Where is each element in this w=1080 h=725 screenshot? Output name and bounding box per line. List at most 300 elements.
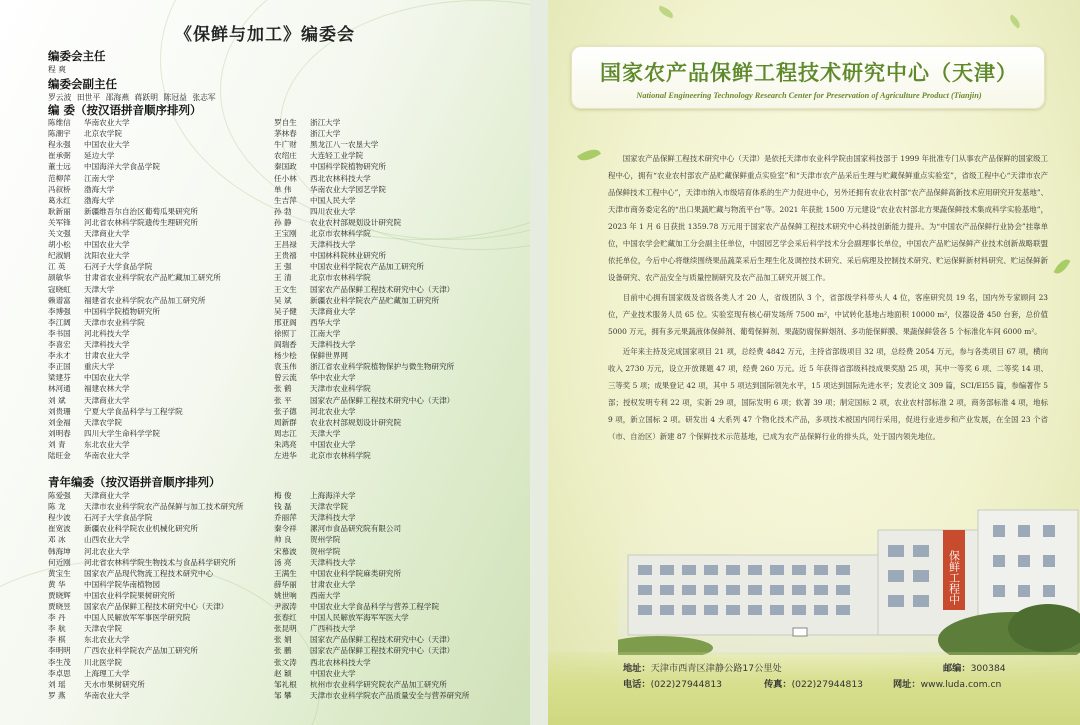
editor-row [274,206,356,217]
editor-name: 王宝刚 [274,229,297,238]
editor-row [274,512,356,523]
editor-name: 帅 良 [274,535,292,545]
editor-name: 冯叙桥 [48,184,71,194]
editor-affiliation: 甘肃省农业科学院农产品贮藏加工研究所 [84,273,221,283]
editor-row [274,546,340,557]
editor-affiliation: 浙江大学 [310,129,341,139]
editor-name: 李正国 [48,362,71,372]
editor-affiliation: 中国农业科学院麻类研究所 [310,568,402,578]
editor-row [48,195,114,206]
editor-affiliation: 延边大学 [84,151,115,161]
web-value: www.luda.com.cn [920,679,1002,690]
editor-row [274,350,348,361]
editor-row [274,217,401,228]
editor-affiliation: 天津商业大学 [310,306,356,316]
editor-affiliation: 天津商业大学 [84,395,130,405]
editor-row [274,690,469,701]
editor-name: 生吉萍 [274,195,297,205]
left-page [0,0,530,725]
editor-affiliation: 国家农产品保鲜工程技术研究中心（天津） [310,284,455,294]
building-sign-text: 保鲜工程中 [947,550,961,605]
editor-row [274,428,340,439]
center-title-box [571,46,1045,109]
editor-affiliation: 石河子大学食品学院 [84,262,153,272]
editor-row [48,117,130,128]
editor-row [48,557,236,568]
editor-name: 张春红 [274,613,297,623]
editor-name: 罗 燕 [48,690,66,700]
editor-name: 任小林 [274,173,297,183]
editor-name: 李江阔 [48,317,71,327]
editor-affiliation: 上海海洋大学 [310,491,356,500]
editor-name: 邓 冰 [48,535,66,545]
editor-name: 邹礼根 [274,679,297,689]
editor-row [48,184,114,195]
editor-name: 刘金福 [48,417,71,427]
editor-row [274,679,447,690]
editor-name: 罗自生 [274,118,297,127]
editor-row [48,284,114,295]
editor-name: 耿新丽 [48,206,71,216]
editor-row [274,534,340,545]
editor-name: 李 棋 [48,635,66,645]
editor-affiliation: 北京市农林科学院 [310,273,371,283]
editor-name: 周志江 [274,428,297,438]
editor-name: 程少波 [48,513,71,523]
editor-row [48,295,206,306]
editor-name: 孙 静 [274,217,292,227]
editor-affiliation: 天津市农业科学院农产品质量安全与营养研究所 [310,690,470,700]
editor-row [48,339,130,350]
editor-row [48,250,130,261]
editor-affiliation: 华中农业大学 [310,373,356,383]
editor-row [48,450,130,461]
editor-affiliation: 杭州市农业科学研究院农产品加工研究所 [310,679,447,689]
editor-name: 刘 瑶 [48,679,66,689]
editor-name: 黄 华 [48,579,66,589]
editor-row [274,372,356,383]
editor-affiliation: 中国海洋大学食品学院 [84,162,160,172]
editor-row [48,490,130,501]
editor-affiliation: 农业农村部规划设计研究院 [310,217,402,227]
editor-name: 李 航 [48,624,66,634]
editor-name: 寇晓虹 [48,284,71,294]
editor-name: 单 伟 [274,184,292,194]
editor-affiliation: 重庆大学 [84,362,115,372]
editor-affiliation: 宁夏大学食品科学与工程学院 [84,406,183,416]
editor-name: 薛华丽 [274,579,297,589]
editor-affiliation: 天津农学院 [310,502,348,512]
editor-row [48,239,130,250]
editor-affiliation: 中国科学院华南植物园 [84,579,160,589]
editor-affiliation: 渤海大学 [84,195,115,205]
postcode-value: 300384 [970,663,1006,674]
editor-row [274,634,454,645]
editor-row [274,173,371,184]
editor-affiliation: 沈阳农业大学 [84,251,130,261]
building-photo [618,500,1080,655]
editor-row [48,534,130,545]
editor-affiliation: 广西科技大学 [310,624,356,634]
editor-row [274,450,371,461]
editor-name: 邹 攀 [274,690,292,700]
editor-affiliation: 保鲜世界网 [310,351,348,361]
editor-row [48,634,130,645]
editor-affiliation: 四川大学生命科学学院 [84,428,160,438]
editor-name: 秦国政 [274,162,297,172]
editor-affiliation: 国家农产品保鲜工程技术研究中心（天津） [310,635,455,645]
editor-name: 李卓思 [48,668,71,678]
editor-name: 贾晓昱 [48,602,71,611]
editor-affiliation: 中国林科院林业研究所 [310,251,386,261]
editor-name: 刘贵珊 [48,406,71,416]
deputy-names: 罗云波 田世平 邵海燕 蒋跃明 陈冠益 张志军 [48,93,216,102]
editor-affiliation: 浙江大学 [310,118,341,127]
editor-row [274,328,340,339]
editor-name: 程永强 [48,140,71,150]
editor-name: 张子德 [274,406,297,416]
editor-affiliation: 黑龙江八一农垦大学 [310,140,379,150]
editor-affiliation: 天水市果树研究所 [84,679,145,689]
leaf-decoration [657,6,675,19]
editor-name: 赖谱富 [48,295,71,305]
editor-name: 赵 颖 [274,668,292,678]
editor-affiliation: 贺州学院 [310,535,341,545]
editor-name: 姚世响 [274,590,297,600]
editorial-board-title: 《保鲜与加工》编委会 [175,25,355,45]
editor-affiliation: 中国农业大学 [84,373,130,383]
editor-name: 何近刚 [48,557,71,567]
editor-row [48,406,183,417]
editor-row [274,439,356,450]
editor-row [274,417,401,428]
editor-name: 关文强 [48,229,71,238]
editor-affiliation: 国家农产品现代物流工程技术研究中心 [84,568,214,578]
editor-affiliation: 中国农业科学院农产品加工研究所 [310,262,424,272]
editor-affiliation: 浙江省农业科学院植物保护与微生物研究所 [310,362,455,372]
editor-affiliation: 天津商业大学 [84,229,130,238]
editor-row [274,239,356,250]
editor-name: 张 鹏 [274,646,292,656]
editor-row [48,612,190,623]
editor-affiliation: 天津科技大学 [310,340,356,349]
editor-name: 牛广财 [274,140,297,150]
editor-row [274,645,454,656]
editor-affiliation: 江南大学 [310,328,341,338]
tel-line: 电话：(022)27944813 [623,679,723,690]
center-title-zh: 国家农产品保鲜工程技术研究中心（天津） [600,61,1018,85]
editor-row [48,272,221,283]
editor-row [48,512,152,523]
editor-name: 林河通 [48,384,71,394]
editor-affiliation: 福建农林大学 [84,384,130,394]
editor-affiliation: 西北农林科技大学 [310,657,371,667]
editor-row [48,173,114,184]
editor-affiliation: 石河子大学食品学院 [84,513,153,523]
editor-row [48,317,145,328]
editor-affiliation: 中国农业大学 [84,240,130,250]
editor-row [48,139,130,150]
editor-affiliation: 甘肃农业大学 [84,351,130,361]
editor-affiliation: 漯河市食品研究院有限公司 [310,524,402,534]
tel-value: (022)27944813 [650,679,723,690]
editor-row [274,139,378,150]
editor-name: 李明明 [48,646,71,656]
editor-name: 王满生 [274,568,297,578]
editor-affiliation: 新疆农业科学院农产品贮藏加工研究所 [310,295,440,305]
editor-row [48,328,130,339]
editor-affiliation: 西南大学 [310,590,341,600]
editor-name: 李永才 [48,351,71,361]
editor-name: 左进华 [274,451,297,460]
editor-affiliation: 天津市农业科学院 [310,384,371,394]
web-line: 网址：www.luda.com.cn [893,679,1002,690]
editor-row [274,406,356,417]
editor-name: 吴子健 [274,306,297,316]
editor-affiliation: 北京市农林科学院 [310,229,371,238]
editor-row [274,295,439,306]
editor-row [274,272,371,283]
editor-row [48,217,198,228]
editor-affiliation: 天津大学 [310,428,341,438]
editor-row [274,557,356,568]
editor-name: 秦令祥 [274,524,297,534]
editor-row [274,284,454,295]
editors-label: 编 委（按汉语拼音顺序排列） [48,103,202,117]
editor-row [274,228,371,239]
editor-name: 韩海坤 [48,546,71,556]
editor-row [48,350,130,361]
editor-affiliation: 东北农业大学 [84,635,130,645]
editor-row [48,579,160,590]
editor-affiliation: 四川农业大学 [310,206,356,216]
contact-footer [548,652,1080,725]
editor-row [274,601,439,612]
editor-name: 刘 斌 [48,395,66,405]
editor-affiliation: 河北农业大学 [84,546,130,556]
editor-affiliation: 广西农业科学院农产品加工研究所 [84,646,198,656]
editor-row [48,590,175,601]
editor-row [274,579,356,590]
editor-row [274,306,356,317]
editor-row [274,117,340,128]
editor-name: 张 平 [274,395,292,405]
editor-row [274,261,424,272]
editor-name: 杨少桧 [274,351,297,361]
editor-affiliation: 上海理工大学 [84,668,130,678]
editor-row [48,306,160,317]
editor-row [48,428,160,439]
editor-row [274,501,348,512]
editor-affiliation: 中国农业大学 [310,668,356,678]
editor-name: 张 鹤 [274,384,292,394]
editor-row [48,623,122,634]
editor-affiliation: 中国人民解放军军事医学研究院 [84,613,191,623]
editor-name: 王 清 [274,273,292,283]
editor-row [48,361,114,372]
editor-name: 汤 亮 [274,557,292,567]
editor-affiliation: 河北农业大学 [310,406,356,416]
editor-affiliation: 中国农业科学院果树研究所 [84,590,176,600]
editor-name: 陈爱强 [48,491,71,500]
editor-row [274,490,356,501]
editor-row [48,546,130,557]
editor-row [274,361,454,372]
editor-name: 王 强 [274,262,292,272]
editor-affiliation: 天津科技大学 [310,557,356,567]
editor-affiliation: 华南农业大学园艺学院 [310,184,386,194]
editor-name: 阎瑞香 [274,340,297,349]
editor-row [48,206,198,217]
editor-row [274,128,340,139]
editor-affiliation: 华南农业大学 [84,690,130,700]
editor-row [48,150,114,161]
editor-affiliation: 福建省农业科学院农产品加工研究所 [84,295,206,305]
editor-name: 李 丹 [48,613,66,623]
editor-name: 李博强 [48,306,71,316]
editor-name: 曾云流 [274,373,297,383]
editor-name: 徐照丁 [274,328,297,338]
leaf-decoration [1007,14,1022,28]
editor-name: 钱 磊 [274,502,292,512]
editor-row [48,417,122,428]
editor-row [48,228,130,239]
editor-row [48,601,228,612]
editor-affiliation: 天津大学 [84,284,115,294]
editor-affiliation: 天津市农业科学院 [84,317,145,327]
editor-name: 张昆明 [274,624,297,634]
editor-row [274,668,356,679]
director-names: 程 爽 [48,65,67,74]
editor-name: 李书国 [48,328,71,338]
editor-affiliation: 东北农业大学 [84,439,130,449]
editor-affiliation: 江南大学 [84,173,115,183]
editor-name: 王贵禧 [274,251,297,261]
editor-name: 尹淑涛 [274,602,297,611]
fax-line: 传真：(022)27944813 [764,679,864,690]
editor-row [274,657,371,668]
editor-affiliation: 渤海大学 [84,184,115,194]
editor-affiliation: 中国科学院植物研究所 [310,162,386,172]
editor-name: 范柳萍 [48,173,71,183]
editor-affiliation: 川北医学院 [84,657,122,667]
editor-affiliation: 天津科技大学 [84,340,130,349]
editor-name: 陈维信 [48,118,71,127]
editor-row [48,372,130,383]
editor-row [274,568,401,579]
editor-name: 茅林春 [274,129,297,139]
editor-row [48,568,213,579]
editor-name: 李喜宏 [48,340,71,349]
editor-name: 邢亚阁 [274,317,297,327]
editor-affiliation: 大连轻工业学院 [310,151,364,161]
editor-name: 纪淑娟 [48,251,71,261]
editor-affiliation: 天津市农业科学院农产品保鲜与加工技术研究所 [84,502,244,512]
editor-name: 农绍庄 [274,151,297,161]
editor-row [48,690,130,701]
editor-row [274,612,409,623]
editor-affiliation: 农业农村部规划设计研究院 [310,417,402,427]
editor-affiliation: 中国农业大学食品科学与营养工程学院 [310,602,440,611]
editor-row [48,668,130,679]
center-description [608,150,1048,448]
editor-row [48,679,145,690]
editor-name: 贾晓辉 [48,590,71,600]
editor-name: 宋慕波 [274,546,297,556]
editor-row [274,623,356,634]
editor-row [48,439,130,450]
editor-row [274,250,386,261]
editor-affiliation: 国家农产品保鲜工程技术研究中心（天津） [310,646,455,656]
page-gutter [530,0,548,725]
editor-affiliation: 天津科技大学 [310,513,356,523]
editor-row [48,261,152,272]
editor-name: 乔丽萍 [274,513,297,523]
editor-row [48,657,122,668]
editor-name: 王昌禄 [274,240,297,250]
director-label: 编委会主任 [48,49,106,63]
editor-name: 王文生 [274,284,297,294]
editor-row [274,590,340,601]
postcode-line: 邮编：300384 [943,663,1006,674]
editor-affiliation: 天津农学院 [84,417,122,427]
editor-name: 陈 龙 [48,502,66,512]
editor-row [274,184,386,195]
editor-affiliation: 中国农业大学 [84,140,130,150]
editor-name: 刘 青 [48,439,66,449]
editor-affiliation: 河北科技大学 [84,328,130,338]
editor-row [48,645,198,656]
editor-row [274,317,340,328]
editor-affiliation: 天津商业大学 [84,491,130,500]
description-paragraph-3: 近年来主持及完成国家项目 21 项，总经费 4842 万元，主持省部级项目 32 项，总经费 2054 万元，参与各类项目 67 项，横向收入 2730 万元，设立开放课题 47 项，经费 260 万元。近 5 年获得省部级科技成果奖励 25 项，其中一等奖 6 项、二等奖 14 项、三等奖 5 项；成果登记 42 项，其中 5 项达到国际领先水平，15 项达到国际先进水平；发表论文 309 篇，SCI/EI55 篇，参编著作 5 部；授权发明专利 22 项，实新 29 项，国际发明 6 项；软著 39 项；制定国标 2 项，农业农村部标准 2 项，商务部标准 4 项，地标 9 项，新立国标 2 项。研发出 4 大系列 47 个物化技术产品，多项技术被国内同行采用，促进行业进步和产业发展，在全国 23 个省（市、自治区）新建 87 个保鲜技术示范基地，已成为农产品保鲜行业的排头兵，处于国内领先地位。 [608,347,1048,441]
editor-name: 崔承弼 [48,151,71,161]
editor-affiliation: 贺州学院 [310,546,341,556]
editor-name: 李生茂 [48,657,71,667]
editor-affiliation: 新疆农业科学院农业机械化研究所 [84,524,198,534]
editor-row [274,383,371,394]
editor-row [274,195,356,206]
editor-row [48,395,130,406]
editor-row [48,523,198,534]
editor-name: 胡小松 [48,240,71,250]
editor-row [48,128,122,139]
editor-affiliation: 天津科技大学 [310,240,356,250]
editor-name: 陈潮宇 [48,129,71,139]
editor-name: 朱鸿亮 [274,439,297,449]
editor-affiliation: 天津农学院 [84,624,122,634]
editor-row [274,339,356,350]
editor-row [274,161,386,172]
editor-affiliation: 国家农产品保鲜工程技术研究中心（天津） [310,395,455,405]
editor-affiliation: 华南农业大学 [84,451,130,460]
editor-name: 颉敏华 [48,273,71,283]
address-line: 地址：天津市西青区津静公路17公里处 [623,663,782,674]
editor-affiliation: 中国科学院植物研究所 [84,306,160,316]
editor-row [274,395,454,406]
editor-affiliation: 国家农产品保鲜工程技术研究中心（天津） [84,602,229,611]
editor-affiliation: 中国农业大学 [310,439,356,449]
editor-affiliation: 华南农业大学 [84,118,130,127]
editor-name: 江 英 [48,262,66,272]
address-value: 天津市西青区津静公路17公里处 [650,663,782,674]
leaf-decoration [1054,256,1071,276]
editor-affiliation: 河北省农林科学院遗传生理研究所 [84,217,198,227]
deputy-label: 编委会副主任 [48,77,117,91]
editor-row [274,150,363,161]
editor-name: 吴 斌 [274,295,292,305]
editor-affiliation: 中国人民大学 [310,195,356,205]
